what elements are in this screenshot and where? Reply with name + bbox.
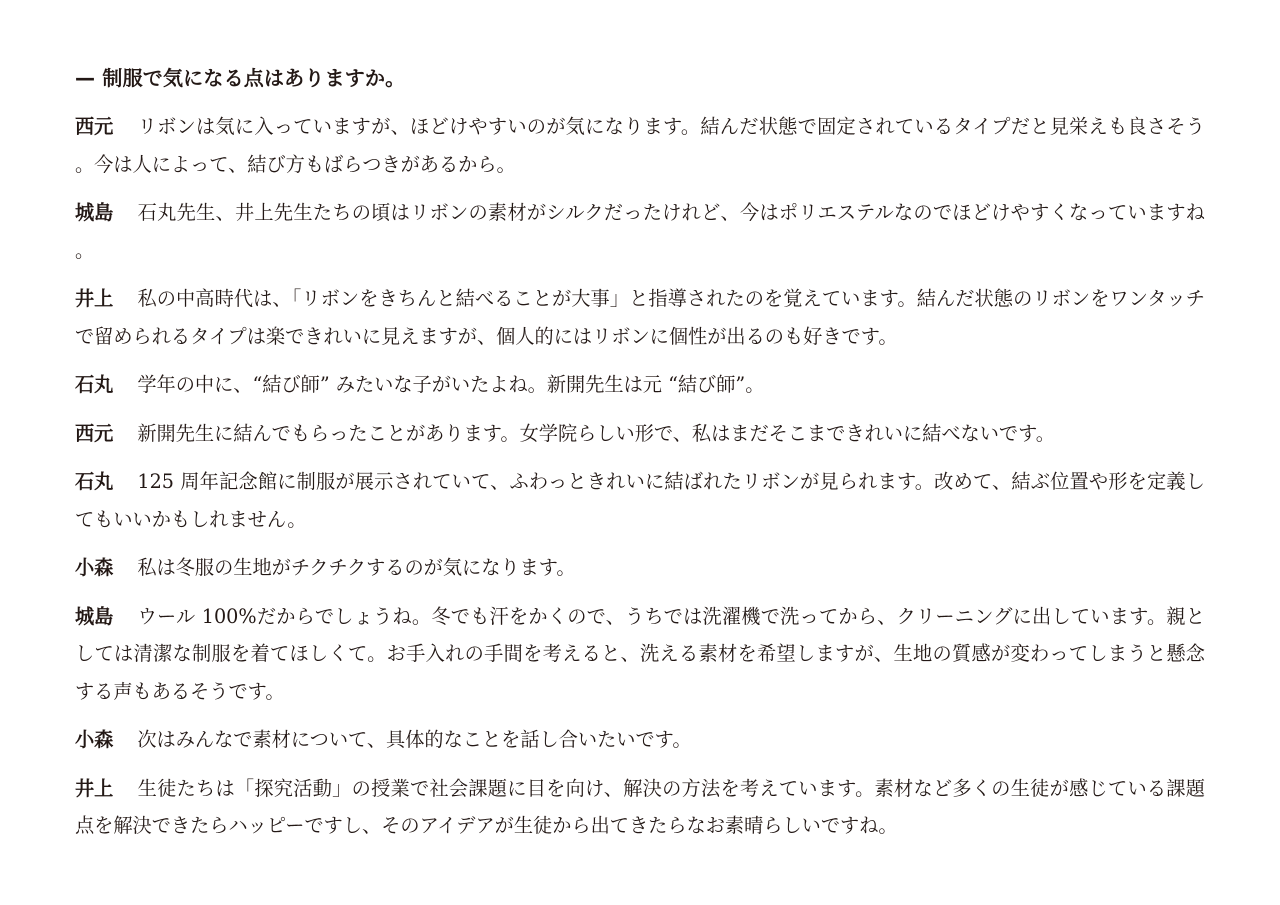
speaker-name: 城島 bbox=[75, 604, 114, 628]
speaker-name: 城島 bbox=[75, 201, 114, 224]
speaker-name: 小森 bbox=[75, 556, 114, 579]
dialogue-text: 新開先生に結んでもらったことがあります。女学院らしい形で、私はまだそこまできれいに結べないです。 bbox=[137, 421, 1055, 445]
interview-article bbox=[75, 60, 1205, 856]
dialogue-entry bbox=[75, 770, 1205, 845]
speaker-name: 西元 bbox=[75, 115, 114, 138]
dialogue-text: 学年の中に、“結び師” みたいな子がいたよね。新開先生は元 “結び師”。 bbox=[137, 373, 765, 396]
dialogue-text: 生徒たちは「探究活動」の授業で社会課題に目を向け、解決の方法を考えています。素材など多くの生徒が感じている課題点を解決できたらハッピーですし、そのアイデアが生徒から出てきたらなお素晴らしいですね。 bbox=[75, 776, 1205, 837]
dialogue-entry bbox=[75, 415, 1205, 453]
dialogue-entry bbox=[75, 721, 1205, 759]
speaker-name: 小森 bbox=[75, 728, 114, 751]
dialogue-entry bbox=[75, 463, 1205, 538]
dialogue-entry bbox=[75, 549, 1205, 587]
speaker-name: 石丸 bbox=[75, 470, 114, 493]
dialogue-text: 私の中高時代は、「リボンをきちんと結べることが大事」と指導されたのを覚えています。結んだ状態のリボンをワンタッチで留められるタイプは楽できれいに見えますが、個人的にはリボンに個性が出るのも好きです。 bbox=[75, 287, 1205, 348]
dialogue-text: 石丸先生、井上先生たちの頃はリボンの素材がシルクだったけれど、今はポリエステルなのでほどけやすくなっていますね。 bbox=[75, 201, 1205, 262]
dialogue-entry bbox=[75, 598, 1205, 711]
dialogue-text: リボンは気に入っていますが、ほどけやすいのが気になります。結んだ状態で固定されているタイプだと見栄えも良さそう。今は人によって、結び方もばらつきがあるから。 bbox=[75, 115, 1205, 176]
speaker-name: 井上 bbox=[75, 287, 114, 310]
dialogue-entry bbox=[75, 108, 1205, 183]
speaker-name: 石丸 bbox=[75, 373, 114, 396]
speaker-name: 井上 bbox=[75, 776, 114, 800]
dialogue-entry bbox=[75, 366, 1205, 404]
dialogue-entry bbox=[75, 280, 1205, 355]
dialogue-text: 125 周年記念館に制服が展示されていて、ふわっときれいに結ばれたリボンが見られます。改めて、結ぶ位置や形を定義してもいいかもしれません。 bbox=[75, 470, 1205, 531]
speaker-name: 西元 bbox=[75, 421, 114, 445]
interview-question: — 制服で気になる点はありますか。 bbox=[75, 66, 406, 90]
dialogue-text: 私は冬服の生地がチクチクするのが気になります。 bbox=[137, 556, 576, 579]
dialogue-text: ウール 100%だからでしょうね。冬でも汗をかくので、うちでは洗濯機で洗ってから、クリーニングに出しています。親としては清潔な制服を着てほしくて。お手入れの手間を考えると、洗える素材を希望しますが、生地の質感が変わってしまうと懸念する声もあるそうです。 bbox=[75, 604, 1205, 703]
dialogue-text: 次はみんなで素材について、具体的なことを話し合いたいです。 bbox=[137, 728, 692, 751]
dialogue-entry bbox=[75, 194, 1205, 269]
